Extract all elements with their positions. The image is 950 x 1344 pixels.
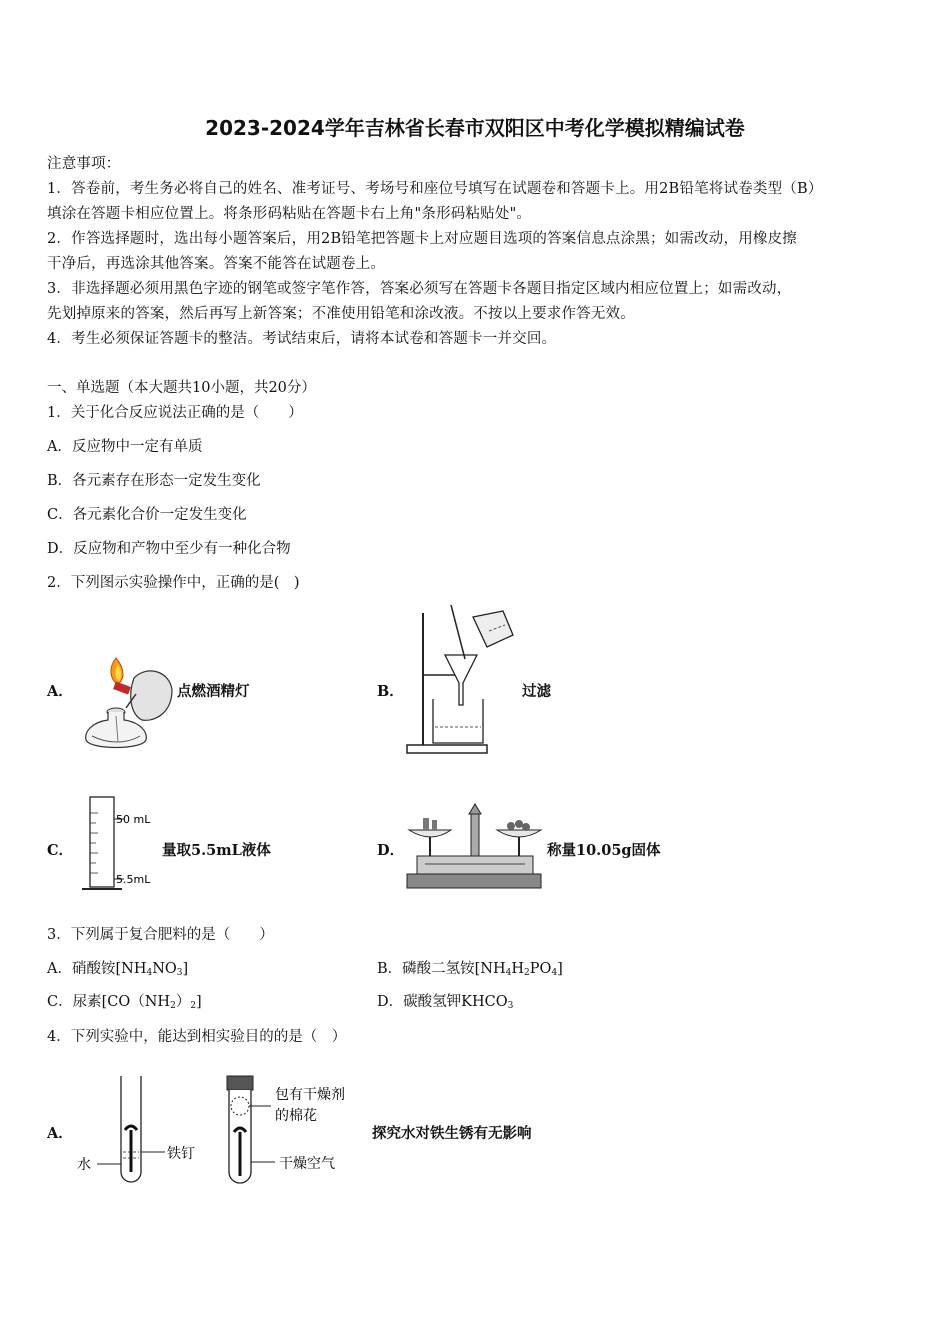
q2-option-a-letter: A．	[47, 683, 73, 700]
q2-option-b-letter: B．	[377, 683, 404, 700]
alcohol-lamp-figure	[78, 650, 178, 755]
q1-option-c: C．各元素化合价一定发生变化	[47, 507, 247, 523]
q2-option-d-label: 称量10.05g固体	[547, 842, 661, 859]
q2-option-a-label: 点燃酒精灯	[177, 683, 250, 700]
q2-option-c-label: 量取5.5mL液体	[162, 842, 271, 859]
notice-line: 先划掉原来的答案，然后再写上新答案；不准使用铅笔和涂改液。不按以上要求作答无效。	[47, 306, 635, 322]
q2-option-c-letter: C．	[47, 842, 74, 859]
label-dry-air: 干燥空气	[279, 1156, 335, 1172]
q3-option-d: D．碳酸氢钾$KHCO_3$	[377, 994, 514, 1011]
q3-option-b: B．磷酸二氢铵$[NH_4H_2PO_4]$	[377, 961, 563, 978]
q2-option-b-label: 过滤	[522, 683, 551, 700]
notice-line: 3．非选择题必须用黑色字迹的钢笔或签字笔作答，答案必须写在答题卡各题目指定区域内相应位置上；如需改动，	[47, 281, 792, 297]
q4-option-a-label: 探究水对铁生锈有无影响	[372, 1125, 532, 1142]
notice-heading: 注意事项：	[47, 156, 121, 172]
balance-scale-figure	[405, 800, 545, 892]
q1-option-d: D．反应物和产物中至少有一种化合物	[47, 541, 291, 557]
cylinder-mark-50ml: 50 mL	[116, 813, 151, 826]
label-cotton-2: 的棉花	[275, 1108, 317, 1124]
cylinder-mark-5-5ml: 5.5mL	[116, 873, 151, 886]
section-heading: 一、单选题（本大题共10小题，共20分）	[47, 380, 316, 396]
notice-line: 1．答卷前，考生务必将自己的姓名、准考证号、考场号和座位号填写在试题卷和答题卡上。用2B铅笔将试卷类型（B）	[47, 181, 823, 197]
question-1-stem: 1．关于化合反应说法正确的是（ ）	[47, 405, 303, 421]
q1-option-b: B．各元素存在形态一定发生变化	[47, 473, 261, 489]
q3-option-c: C．尿素$[CO(NH_2)_2]$	[47, 994, 202, 1011]
notice-line: 填涂在答题卡相应位置上。将条形码粘贴在答题卡右上角"条形码粘贴处"。	[47, 206, 532, 222]
page-title: 2023-2024学年吉林省长春市双阳区中考化学模拟精编试卷	[205, 116, 745, 140]
q1-option-a: A．反应物中一定有单质	[47, 439, 203, 455]
notice-line: 干净后，再选涂其他答案。答案不能答在试题卷上。	[47, 256, 386, 272]
notice-line: 2．作答选择题时，选出每小题答案后，用2B铅笔把答题卡上对应题目选项的答案信息点涂黑；如需改动，用橡皮擦	[47, 231, 798, 247]
rust-experiment-figure	[75, 1072, 375, 1187]
label-cotton-1: 包有干燥剂	[275, 1087, 345, 1103]
notice-line: 4．考生必须保证答题卡的整洁。考试结束后，请将本试卷和答题卡一并交回。	[47, 331, 557, 347]
question-2-stem: 2．下列图示实验操作中，正确的是( )	[47, 575, 300, 591]
filtration-figure	[405, 603, 525, 755]
label-nail: 铁钉	[167, 1146, 195, 1162]
graduated-cylinder-figure	[80, 793, 160, 893]
q4-option-a-letter: A．	[47, 1125, 73, 1142]
question-3-stem: 3．下列属于复合肥料的是（ ）	[47, 927, 274, 943]
q3-option-a: A．硝酸铵$[NH_4NO_3]$	[47, 961, 189, 978]
q2-option-d-letter: D．	[377, 842, 405, 859]
label-water: 水	[77, 1157, 91, 1173]
question-4-stem: 4．下列实验中，能达到相实验目的的是（ ）	[47, 1029, 347, 1045]
